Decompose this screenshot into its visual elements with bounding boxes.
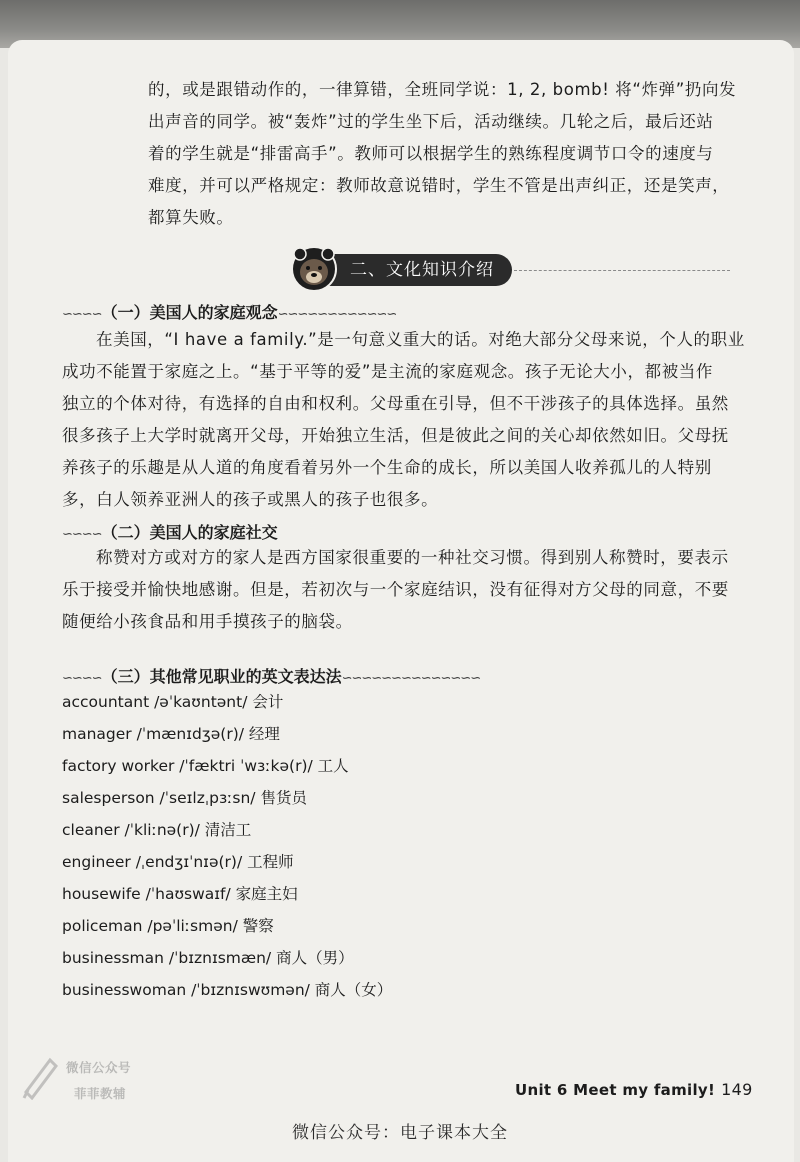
vocab-item: policeman /pəˈliːsmən/ 警察 [62, 917, 274, 935]
page-number: 149 [721, 1080, 753, 1099]
banner-title: 二、文化知识介绍 [350, 260, 494, 280]
wave-ornament: ∽∽∽∽∽∽∽∽∽∽∽∽∽∽ [341, 671, 481, 686]
paragraph-line: 称赞对方或对方的家人是西方国家很重要的一种社交习惯。得到别人称赞时，要表示 [96, 548, 729, 567]
paragraph-line: 成功不能置于家庭之上。“基于平等的爱”是主流的家庭观念。孩子无论大小，都被当作 [62, 362, 713, 381]
paragraph-line: 独立的个体对待，有选择的自由和权利。父母重在引导，但不干涉孩子的具体选择。虽然 [62, 394, 729, 413]
page-footer [515, 1080, 753, 1099]
vocab-item: cleaner /ˈkliːnə(r)/ 清洁工 [62, 821, 252, 839]
wave-ornament: ∽∽∽∽ [62, 671, 102, 686]
vocab-item: accountant /əˈkaʊntənt/ 会计 [62, 693, 284, 711]
vocab-item: manager /ˈmænɪdʒə(r)/ 经理 [62, 725, 280, 743]
bear-icon [286, 244, 342, 292]
vocab-item: factory worker /ˈfæktri ˈwɜːkə(r)/ 工人 [62, 757, 349, 775]
vocab-item: businessman /ˈbɪznɪsmæn/ 商人（男） [62, 949, 354, 967]
intro-paragraph [148, 74, 736, 234]
banner-divider [514, 270, 730, 271]
section-1-body [62, 324, 745, 516]
section-heading-2: ∽∽∽∽（二）美国人的家庭社交 [62, 523, 278, 542]
vocab-list [62, 686, 392, 1006]
watermark-line-2: 菲菲教辅 [74, 1086, 127, 1101]
vocab-item: businesswoman /ˈbɪznɪswʊmən/ 商人（女） [62, 981, 393, 999]
section-2-body [62, 542, 729, 638]
paragraph-line: 很多孩子上大学时就离开父母，开始独立生活，但是彼此之间的关心却依然如旧。父母抚 [62, 426, 729, 445]
paragraph-line: 养孩子的乐趣是从人道的角度看着另外一个生命的成长，所以美国人收养孤儿的人特别 [62, 458, 712, 477]
wave-ornament: ∽∽∽∽ [62, 527, 102, 542]
bottom-watermark: 微信公众号：电子课本大全 [292, 1123, 508, 1143]
intro-line: 都算失败。 [148, 208, 234, 227]
intro-line: 着的学生就是“排雷高手”。教师可以根据学生的熟练程度调节口令的速度与 [148, 144, 714, 163]
intro-line: 出声音的同学。被“轰炸”过的学生坐下后，活动继续。几轮之后，最后还站 [148, 112, 714, 131]
watermark-badge [14, 1034, 144, 1124]
vocab-item: engineer /ˌendʒɪˈnɪə(r)/ 工程师 [62, 853, 294, 871]
intro-line: 难度，并可以严格规定：教师故意说错时，学生不管是出声纠正，还是笑声， [148, 176, 730, 195]
section-heading-1: ∽∽∽∽（一）美国人的家庭观念∽∽∽∽∽∽∽∽∽∽∽∽ [62, 303, 397, 322]
intro-line: 的，或是跟错动作的，一律算错，全班同学说：1, 2, bomb! 将“炸弹”扔向发 [148, 80, 737, 99]
wave-ornament: ∽∽∽∽∽∽∽∽∽∽∽∽ [277, 307, 397, 322]
pen-icon [20, 1052, 60, 1100]
unit-title: Unit 6 Meet my family! [515, 1081, 716, 1099]
paragraph-line: 多，白人领养亚洲人的孩子或黑人的孩子也很多。 [62, 490, 439, 509]
vocab-item: salesperson /ˈseɪlzˌpɜːsn/ 售货员 [62, 789, 307, 807]
paragraph-line: 乐于接受并愉快地感谢。但是，若初次与一个家庭结识，没有征得对方父母的同意，不要 [62, 580, 729, 599]
paragraph-line: 在美国，“I have a family.”是一句意义重大的话。对绝大部分父母来说，个人的职业 [96, 330, 745, 349]
watermark-line-1: 微信公众号 [66, 1060, 132, 1075]
section-heading-3: ∽∽∽∽（三）其他常见职业的英文表达法∽∽∽∽∽∽∽∽∽∽∽∽∽∽ [62, 667, 481, 686]
paragraph-line: 随便给小孩食品和用手摸孩子的脑袋。 [62, 612, 353, 631]
wave-ornament: ∽∽∽∽ [62, 307, 102, 322]
section-banner [286, 244, 514, 292]
vocab-item: housewife /ˈhaʊswaɪf/ 家庭主妇 [62, 885, 298, 903]
